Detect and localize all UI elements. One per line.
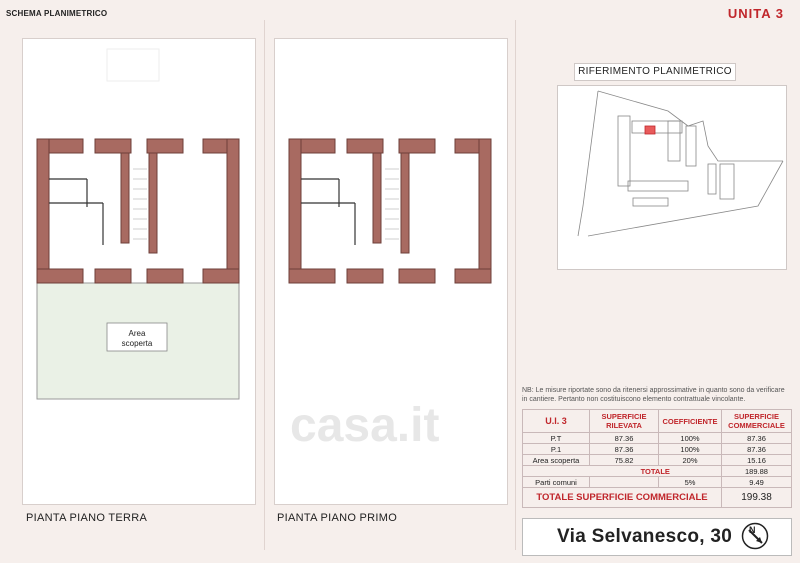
divider — [264, 20, 265, 550]
table-row: Area scoperta 75.82 20% 15.16 — [523, 455, 792, 466]
table-header: COEFFICIENTE — [659, 410, 722, 433]
plan-panel-terra — [22, 38, 256, 505]
surface-table — [522, 409, 792, 508]
disclaimer-note: NB: Le misure riportate sono da ritenersi approssimative in quanto sono da verificare in cantiere. Pertanto non costituiscono elemento contrattuale vincolante. — [522, 387, 785, 403]
site-reference-map — [557, 85, 787, 270]
page-title: SCHEMA PLANIMETRICO — [6, 9, 108, 18]
divider — [515, 20, 516, 550]
plan-label-primo: PIANTA PIANO PRIMO — [277, 512, 398, 524]
table-row: P.1 87.36 100% 87.36 — [523, 444, 792, 455]
table-header: SUPERFICIE RILEVATA — [590, 410, 659, 433]
site-map-drawing — [558, 86, 786, 269]
floor-plan-terra — [23, 39, 255, 504]
north-arrow-icon — [741, 522, 769, 550]
table-header: U.I. 3 — [523, 410, 590, 433]
watermark: casa.it — [290, 399, 440, 452]
table-grand-total-row: TOTALE SUPERFICIE COMMERCIALE 199.38 — [523, 488, 792, 508]
unit-label: UNITA 3 — [727, 6, 784, 21]
garden-label: Area scoperta — [121, 329, 153, 348]
table-row: Parti comuni 5% 9.49 — [523, 477, 792, 488]
north-letter: N — [749, 525, 756, 535]
address: Via Selvanesco, 30 — [557, 526, 733, 547]
table-header: SUPERFICIE COMMERCIALE — [722, 410, 792, 433]
plan-label-terra: PIANTA PIANO TERRA — [26, 512, 148, 524]
table-row: P.T 87.36 100% 87.36 — [523, 433, 792, 444]
reference-title: RIFERIMENTO PLANIMETRICO — [574, 63, 736, 81]
table-total-row: TOTALE 189.88 — [523, 466, 792, 477]
unit-location-marker — [645, 126, 655, 134]
